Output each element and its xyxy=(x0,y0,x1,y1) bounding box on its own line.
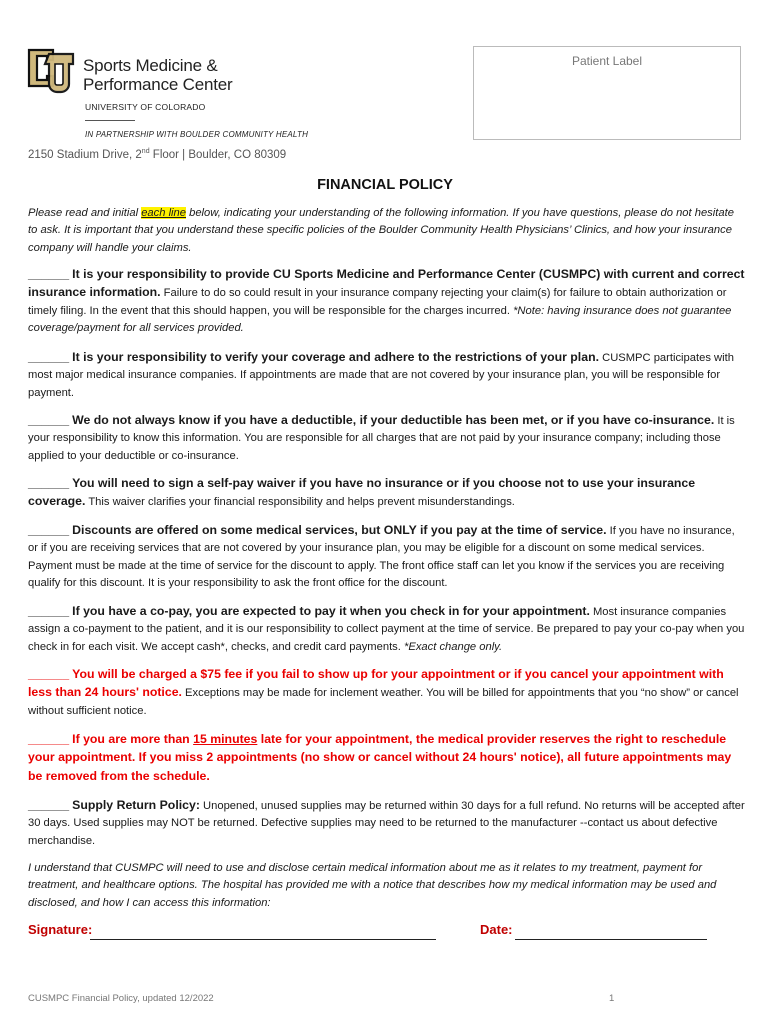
policy-item-heading: It is your responsibility to provide CU Sports Medicine and Performance Center (CUSMPC) with current and correct insurance information. xyxy=(28,267,745,300)
date-label: Date: xyxy=(480,922,513,937)
policy-item-text: Most insurance companies assign a co-payment to the patient, and it is our responsibility to collect payment at the time of service. Be prepared to pay your co-pay when you check in for each visit. We accept cash*, checks, and credit card payments. xyxy=(28,606,745,653)
policy-item-heading: We do not always know if you have a deductible, if your deductible has been met, or if you have co-insurance. xyxy=(72,413,715,427)
university-name: UNIVERSITY OF COLORADO xyxy=(85,102,206,112)
partnership-text: IN PARTNERSHIP WITH BOULDER COMMUNITY HEALTH xyxy=(85,130,309,139)
policy-item-note: *Exact change only. xyxy=(404,640,503,653)
policy-item-heading: It is your responsibility to verify your coverage and adhere to the restrictions of your plan. xyxy=(72,350,599,364)
signature-row xyxy=(28,922,748,944)
policy-item-copay xyxy=(28,603,746,656)
policy-item-supply-return xyxy=(28,797,746,850)
org-name-line2: Performance Center xyxy=(83,75,233,94)
initial-blank: ______ xyxy=(28,267,70,281)
intro-paragraph xyxy=(28,205,746,257)
policy-item-deductible xyxy=(28,412,746,465)
policy-item-verify-coverage xyxy=(28,349,746,402)
address-part1: 2150 Stadium Drive, 2 xyxy=(28,148,142,161)
intro-highlight: each line xyxy=(141,207,186,219)
org-name xyxy=(83,56,232,94)
initial-blank: ______ xyxy=(28,523,70,537)
page-title: FINANCIAL POLICY xyxy=(317,177,453,193)
policy-item-text: Unopened, unused supplies may be returned within 30 days for a full refund. No returns will be accepted after 30 days. Used supplies may NOT be returned. Defective supplies may need to be returned to the manufacturer --contact us about defective merchandise. xyxy=(28,800,745,847)
date-field[interactable] xyxy=(515,939,707,940)
address-part2: Floor | Boulder, CO 80309 xyxy=(149,148,287,161)
policy-item-late-arrival xyxy=(28,731,746,786)
policy-item-text: Failure to do so could result in your insurance company rejecting your claim(s) for failure to obtain authorization or timely filing. In the event that this should happen, you will be responsible for the charges incurred. xyxy=(28,287,727,317)
policy-item-text: CUSMPC participates with most major medical insurance companies. If appointments are made that are not covered by your insurance plan, you will be responsible for payment. xyxy=(28,352,734,399)
address xyxy=(28,148,286,161)
policy-item-note: *Note: having insurance does not guarantee coverage/payment for all services provided. xyxy=(28,304,732,334)
policy-item-text: Exceptions may be made for inclement weather. You will be billed for appointments that you “no show” or cancel without sufficient notice. xyxy=(28,687,739,717)
policy-item-no-show-fee xyxy=(28,666,746,720)
policy-item-heading-post: late for your appointment, the medical provider reserves the right to reschedule your appointment. If you miss 2 appointments (no show or cancel without 24 hours' notice), all future appointments may be removed from the schedule. xyxy=(28,732,732,783)
policy-item-insurance-info xyxy=(28,266,746,337)
policy-item-heading-underlined: 15 minutes xyxy=(193,732,258,746)
patient-label-box xyxy=(473,46,741,140)
signature-field[interactable] xyxy=(90,939,436,940)
intro-text-pre: Please read and initial xyxy=(28,207,142,219)
policy-item-discounts xyxy=(28,522,746,592)
policy-item-text: This waiver clarifies your financial responsibility and helps prevent misunderstandings. xyxy=(85,496,515,509)
intro-text-post: below, indicating your understanding of the following information. If you have questions, please do not hesitate to ask. It is important that you understand these specific policies of the Boulder Community Health Physicians’ Clinics, and how your insurance company will handle your claims. xyxy=(28,207,734,254)
policy-item-heading: Discounts are offered on some medical services, but ONLY if you pay at the time of service. xyxy=(72,523,607,537)
initial-blank: ______ xyxy=(28,476,70,490)
initial-blank: ______ xyxy=(28,732,70,746)
initial-blank: ______ xyxy=(28,798,70,812)
org-name-line1: Sports Medicine & xyxy=(83,56,218,75)
policy-item-text: It is your responsibility to know this information. You are responsible for all charges that are not paid by your insurance company; including those applied to your deductible or co-insurance. xyxy=(28,415,735,462)
footer-document-info: CUSMPC Financial Policy, updated 12/2022 xyxy=(28,993,214,1004)
policy-item-heading: You will be charged a $75 fee if you fail to show up for your appointment or if you cancel your appointment with less than 24 hours' notice. xyxy=(28,667,724,700)
signature-label: Signature: xyxy=(28,922,93,937)
policy-item-heading-pre: If you are more than xyxy=(72,732,194,746)
cu-logo-icon xyxy=(27,46,75,94)
initial-blank: ______ xyxy=(28,604,70,618)
policy-item-self-pay xyxy=(28,475,746,512)
acknowledgement-paragraph: I understand that CUSMPC will need to use and disclose certain medical information about me as it relates to my treatment, payment for treatment, and healthcare options. The hospital has provided me with a notice that describes how my medical information may be used and disclosed, and how I can access this information: xyxy=(28,862,717,909)
policy-item-text: If you have no insurance, or if you are receiving services that are not covered by your insurance plan, you may be eligible for a discount on some medical services. Payment must be made at the time of service for the discount to apply. The front office staff can let you know if the services you are receiving qualify for this discount. It is your responsibility to ask the front office for the discount. xyxy=(28,525,735,589)
policy-item-heading: Supply Return Policy: xyxy=(72,798,200,812)
initial-blank: ______ xyxy=(28,413,70,427)
policy-item-heading: If you have a co-pay, you are expected to pay it when you check in for your appointment. xyxy=(72,604,590,618)
patient-label-text: Patient Label xyxy=(571,54,643,68)
initial-blank: ______ xyxy=(28,667,70,681)
page-number: 1 xyxy=(609,993,615,1004)
initial-blank: ______ xyxy=(28,350,70,364)
policy-item-heading: You will need to sign a self-pay waiver if you have no insurance or if you choose not to use your insurance coverage. xyxy=(28,476,696,509)
brand-divider xyxy=(85,120,135,121)
address-sup: nd xyxy=(141,148,150,155)
